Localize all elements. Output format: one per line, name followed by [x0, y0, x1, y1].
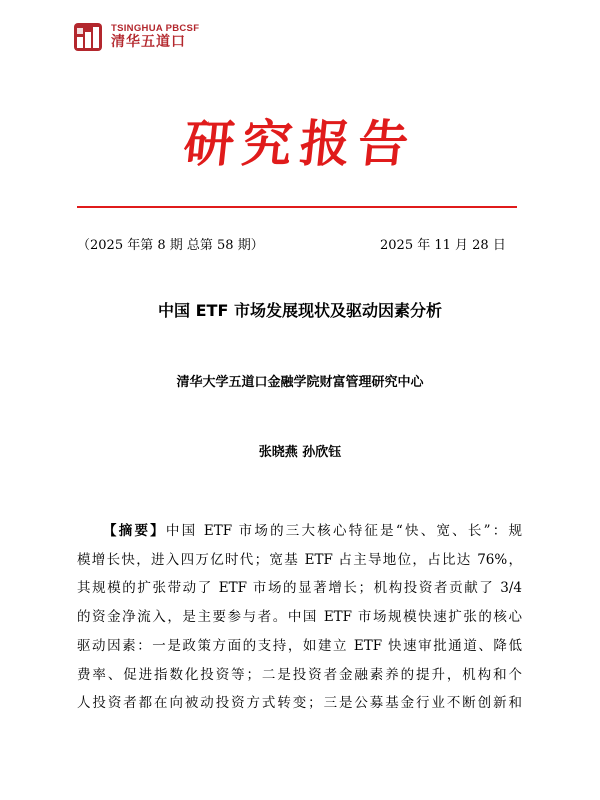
abstract-label: 【摘要】 [103, 523, 166, 539]
tsinghua-pbcsf-logo [73, 20, 199, 54]
abstract-line [77, 517, 522, 546]
report-type-heading: 研究报告 [180, 114, 420, 173]
pbcsf-emblem-icon [73, 22, 103, 52]
institution-name: 清华大学五道口金融学院财富管理研究中心 [176, 375, 424, 390]
publication-date: 2025 年 11 月 28 日 [380, 238, 506, 253]
abstract-line-text: 中国 ETF 市场的三大核心特征是“快、宽、长”：规 [165, 523, 522, 539]
logo-english-name: TSINGHUA PBCSF [111, 23, 200, 34]
header-divider [77, 206, 517, 208]
abstract-line: 其规模的扩张带动了 ETF 市场的显著增长；机构投资者贡献了 3/4 [77, 580, 522, 597]
abstract-line: 的资金净流入，是主要参与者。中国 ETF 市场规模快速扩张的核心 [77, 609, 522, 626]
logo-text [111, 23, 199, 51]
abstract-line: 驱动因素：一是政策方面的支持，如建立 ETF 快速审批通道、降低 [77, 637, 522, 654]
abstract-line: 费率、促进指数化投资等；二是投资者金融素养的提升，机构和个 [77, 666, 522, 683]
abstract-line: 模增长快，进入四万亿时代；宽基 ETF 占主导地位，占比达 76%， [77, 551, 522, 568]
abstract-paragraph [77, 517, 522, 718]
logo-chinese-name: 清华五道口 [111, 34, 186, 50]
author-names: 张晓燕 孙欣钰 [258, 445, 342, 460]
abstract-line: 人投资者都在向被动投资方式转变；三是公募基金行业不断创新和 [77, 695, 522, 712]
issue-number: （2025 年第 8 期 总第 58 期） [77, 238, 264, 253]
article-title: 中国 ETF 市场发展现状及驱动因素分析 [158, 301, 442, 320]
